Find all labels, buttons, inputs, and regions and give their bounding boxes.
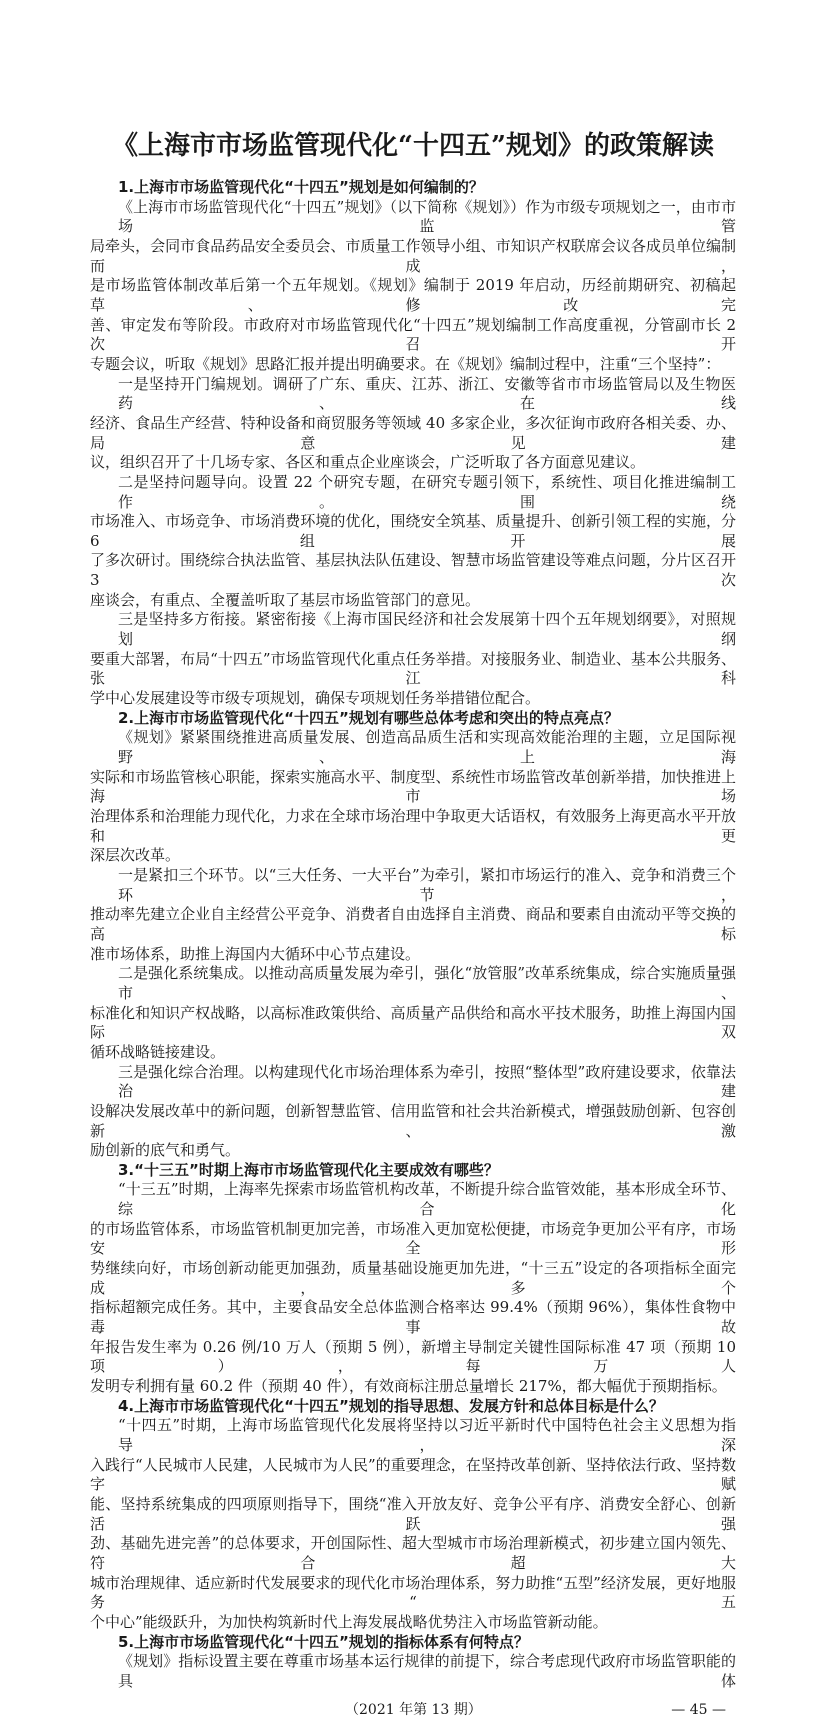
text-line: 座谈会，有重点、全覆盖听取了基层市场监管部门的意见。 xyxy=(90,590,481,609)
paragraph xyxy=(90,375,736,473)
text-line: “十四五”时期，上海市场监管现代化发展将坚持以习近平新时代中国特色社会主义思想为指导，深 xyxy=(118,1416,736,1454)
text-line: 议，组织召开了十几场专家、各区和重点企业座谈会，广泛听取了各方面意见建议。 xyxy=(90,453,646,472)
text-line: 专题会议，听取《规划》思路汇报并提出明确要求。在《规划》编制过程中，注重“三个坚持”： xyxy=(90,354,721,373)
text-line: 局牵头，会同市食品药品安全委员会、市质量工作领导小组、市知识产权联席会议各成员单位编制而成， xyxy=(90,236,736,275)
paragraph xyxy=(90,728,736,866)
text-line: 能、坚持系统集成的四项原则指导下，围绕“准入开放友好、竞争公平有序、消费安全舒心、创新活跃强 xyxy=(90,1494,736,1533)
text-line: 城市治理规律、适应新时代发展要求的现代化市场治理体系，努力助推“五型”经济发展，更好地服务“五 xyxy=(90,1573,736,1612)
text-line: 《规划》指标设置主要在尊重市场基本运行规律的前提下，综合考虑现代政府市场监管职能的具体 xyxy=(118,1652,736,1690)
text-line: 准市场体系，助推上海国内大循环中心节点建设。 xyxy=(90,944,421,963)
paragraph xyxy=(90,1652,736,1691)
text-line: 劲、基础先进完善”的总体要求，开创国际性、超大型城市市场治理新模式，初步建立国内领先、符合超大 xyxy=(90,1534,736,1572)
text-line: 治理体系和治理能力现代化，力求在全球市场治理中争取更大话语权，有效服务上海更高水平开放和更 xyxy=(90,807,736,845)
text-line: 1.上海市市场监管现代化“十四五”规划是如何编制的？ xyxy=(118,178,484,196)
text-line: 励创新的底气和勇气。 xyxy=(90,1141,241,1160)
paragraph xyxy=(90,866,736,964)
text-line: 4.上海市市场监管现代化“十四五”规划的指导思想、发展方针和总体目标是什么？ xyxy=(118,1396,664,1415)
text-line: 深层次改革。 xyxy=(90,846,181,865)
section-heading xyxy=(90,1633,736,1653)
text-line: 二是强化系统集成。以推动高质量发展为牵引，强化“放管服”改革系统集成，综合实施质量强市、 xyxy=(118,964,736,1002)
text-line: 个中心”能级跃升，为加快构筑新时代上海发展战略优势注入市场监管新动能。 xyxy=(90,1612,608,1631)
text-line: 二是坚持问题导向。设置 22 个研究专题，在研究专题引领下，系统性、项目化推进编制工作。围绕 xyxy=(118,472,736,511)
text-line: 《规划》紧紧围绕推进高质量发展、创造高品质生活和实现高效能治理的主题，立足国际视野、上海 xyxy=(118,728,736,767)
text-line: 发明专利拥有量 60.2 件（预期 40 件），有效商标注册总量增长 217%，都大幅优于预期指标。 xyxy=(90,1377,727,1396)
text-line: 一是坚持开门编规划。调研了广东、重庆、江苏、浙江、安徽等省市市场监管局以及生物医药、在线 xyxy=(118,374,736,413)
page-footer xyxy=(90,1700,736,1720)
text-line: 设解决发展改革中的新问题，创新智慧监管、信用监管和社会共治新模式，增强鼓励创新、包容创新、激 xyxy=(90,1101,736,1140)
text-line: 3.“十三五”时期上海市市场监管现代化主要成效有哪些？ xyxy=(118,1160,499,1179)
paragraph xyxy=(90,1416,736,1632)
text-line: 学中心发展建设等市级专项规划，确保专项规划任务举措错位配合。 xyxy=(90,689,541,708)
paragraph xyxy=(90,964,736,1062)
text-line: 入践行“人民城市人民建，人民城市为人民”的重要理念，在坚持改革创新、坚持依法行政、坚持数字赋 xyxy=(90,1455,736,1494)
text-line: 标准化和知识产权战略，以高标准政策供给、高质量产品供给和高水平技术服务，助推上海国内国际双 xyxy=(90,1003,736,1042)
text-line: 实际和市场监管核心职能，探索实施高水平、制度型、系统性市场监管改革创新举措，加快推进上海市场 xyxy=(90,767,736,806)
page-number: — 45 — xyxy=(671,1701,726,1718)
text-line: “十三五”时期，上海率先探索市场监管机构改革，不断提升综合监管效能，基本形成全环节、综合化 xyxy=(118,1180,736,1219)
text-line: 一是紧扣三个环节。以“三大任务、一大平台”为牵引，紧扣市场运行的准入、竞争和消费三个环节， xyxy=(118,865,736,904)
text-line: 三是强化综合治理。以构建现代化市场治理体系为牵引，按照“整体型”政府建设要求，依靠法治建 xyxy=(118,1062,736,1101)
text-line: 5.上海市市场监管现代化“十四五”规划的指标体系有何特点？ xyxy=(118,1632,529,1651)
text-line: 指标超额完成任务。其中，主要食品安全总体监测合格率达 99.4%（预期 96%），集体性食物中毒事故 xyxy=(90,1298,736,1337)
article-title: 《上海市市场监管现代化“十四五”规划》的政策解读 xyxy=(112,131,714,161)
text-line: 2.上海市市场监管现代化“十四五”规划有哪些总体考虑和突出的特点亮点？ xyxy=(118,708,619,727)
paragraph xyxy=(90,1180,736,1396)
text-line: 势继续向好，市场创新动能更加强劲，质量基础设施更加先进，“十三五”设定的各项指标全面完成，多个 xyxy=(90,1259,736,1297)
paragraph xyxy=(90,610,736,708)
text-line: 市场准入、市场竞争、市场消费环境的优化，围绕安全筑基、质量提升、创新引领工程的实施，分 6 组开展 xyxy=(90,512,736,550)
paragraph xyxy=(90,473,736,611)
text-line: 推动率先建立企业自主经营公平竞争、消费者自由选择自主消费、商品和要素自由流动平等交换的高标 xyxy=(90,905,736,943)
text-line: 三是坚持多方衔接。紧密衔接《上海市国民经济和社会发展第十四个五年规划纲要》，对照规划纲 xyxy=(118,610,736,649)
text-line: 循环战略链接建设。 xyxy=(90,1042,226,1061)
section-heading xyxy=(90,1161,736,1181)
article-body xyxy=(90,178,736,1692)
paragraph xyxy=(90,1063,736,1161)
paragraph xyxy=(90,198,736,375)
section-heading xyxy=(90,1397,736,1417)
text-line: 经济、食品生产经营、特种设备和商贸服务等领域 40 多家企业，多次征询市政府各相关委、办、局意见建 xyxy=(90,413,736,452)
text-line: 的市场监管体系，市场监管机制更加完善，市场准入更加宽松便捷，市场竞争更加公平有序，市场安全形 xyxy=(90,1219,736,1258)
section-heading xyxy=(90,178,736,198)
text-line: 了多次研讨。围绕综合执法监管、基层执法队伍建设、智慧市场监管建设等难点问题，分片区召开 3 次 xyxy=(90,551,736,590)
text-line: 要重大部署，布局“十四五”市场监管现代化重点任务举措。对接服务业、制造业、基本公共服务、张江科 xyxy=(90,649,736,688)
text-line: 年报告发生率为 0.26 例/10 万人（预期 5 例），新增主导制定关键性国际标准 47 项（预期 10 项），每万人 xyxy=(90,1337,736,1376)
text-line: 善、审定发布等阶段。市政府对市场监管现代化“十四五”规划编制工作高度重视，分管副市长 2 次召开 xyxy=(90,315,736,354)
text-line: 《上海市市场监管现代化“十四五”规划》（以下简称《规划》）作为市级专项规划之一，由市市场监管 xyxy=(118,197,736,236)
issue-label: （2021 年第 13 期） xyxy=(345,1701,482,1718)
section-heading xyxy=(90,709,736,729)
text-line: 是市场监管体制改革后第一个五年规划。《规划》编制于 2019 年启动，历经前期研究、初稿起草、修改完 xyxy=(90,276,736,314)
